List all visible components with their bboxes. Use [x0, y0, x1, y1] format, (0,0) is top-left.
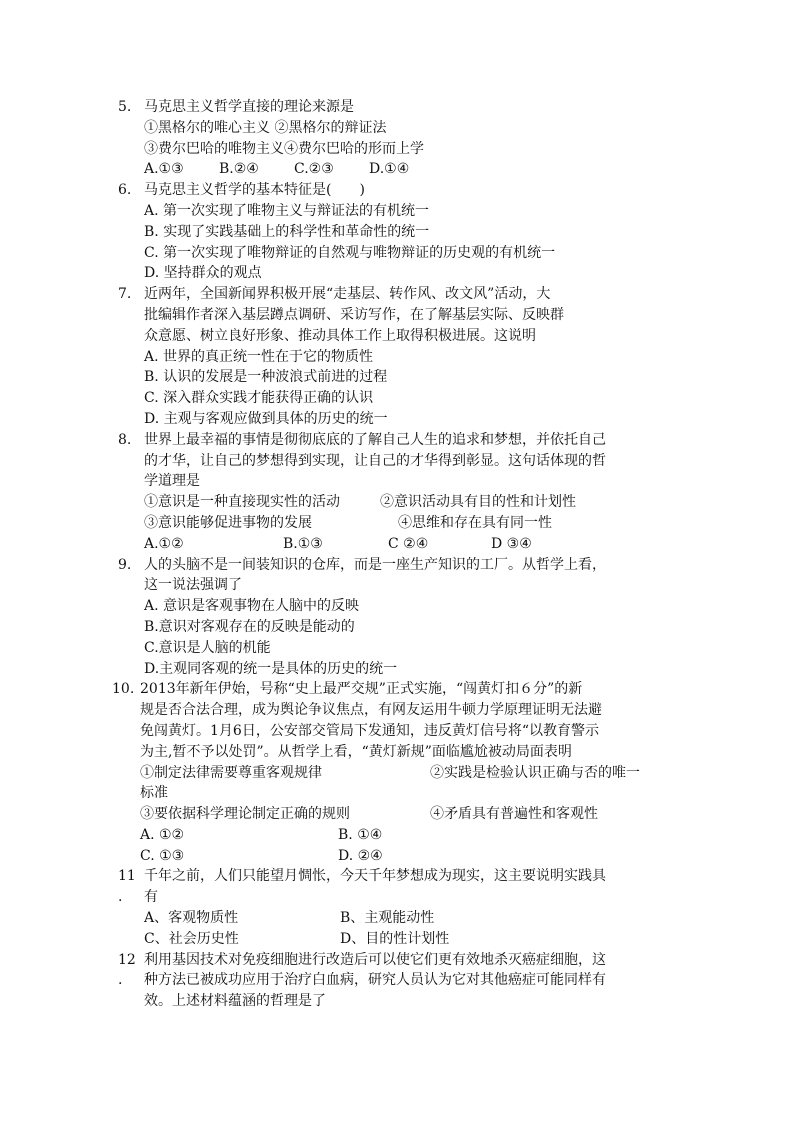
option-b[interactable]: B.②④ — [219, 161, 259, 178]
answer-options — [144, 159, 678, 180]
statement-4: ④矛盾具有普遍性和客观性 — [430, 806, 598, 823]
option-c[interactable]: C. ①③ — [140, 847, 185, 864]
question-stem: 效。上述材料蕴涵的哲理是了 — [144, 993, 326, 1010]
question-stem: 这一说法强调了 — [144, 577, 242, 594]
question-number — [118, 866, 136, 908]
question-number-dot: . — [118, 972, 123, 989]
statement-1: ①意识是一种直接现实性的活动 — [144, 494, 340, 511]
question-number-digits: 11 — [118, 868, 136, 885]
question-9 — [118, 555, 678, 680]
question-stem: 众意愿、树立良好形象、推动具体工作上取得积极进展。这说明 — [144, 327, 536, 344]
option-d[interactable]: D. 坚持群众的观点 — [144, 265, 262, 282]
question-8 — [118, 430, 678, 555]
question-stem: 马克思主义哲学直接的理论来源是 — [144, 99, 354, 115]
option-b[interactable]: B. 实现了实践基础上的科学性和革命性的统一 — [144, 223, 430, 240]
statement-line: ③费尔巴哈的唯物主义④费尔巴哈的形而上学 — [144, 140, 424, 157]
question-number: 10. — [112, 681, 135, 698]
option-d[interactable]: D. ②④ — [338, 847, 383, 864]
option-d[interactable]: D. 主观与客观应做到具体的历史的统一 — [144, 410, 388, 427]
statement-continuation: 标准 — [140, 785, 168, 802]
option-b[interactable]: B.意识对客观存在的反映是能动的 — [144, 618, 355, 635]
question-stem: 利用基因技术对免疫细胞进行改造后可以使它们更有效地杀灭癌症细胞，这 — [144, 951, 606, 968]
option-b[interactable]: B. 认识的发展是一种波浪式前进的过程 — [144, 369, 388, 386]
question-12 — [118, 950, 678, 1012]
question-stem: 的才华，让自己的梦想得到实现，让自己的才华得到彰显。这句话体现的哲 — [144, 452, 606, 469]
statement-2: ②意识活动具有目的性和计划性 — [380, 494, 576, 511]
answer-options — [144, 534, 678, 555]
option-d[interactable]: D、目的性计划性 — [340, 930, 450, 947]
option-c[interactable]: C ②④ — [388, 535, 429, 552]
question-stem: 为主,暂不予以处罚”。从哲学上看，“黄灯新规”面临尴尬被动局面表明 — [140, 743, 572, 760]
option-c[interactable]: C、社会历史性 — [144, 930, 239, 947]
question-stem: 马克思主义哲学的基本特征是( ) — [144, 182, 365, 199]
option-a[interactable]: A. 意识是客观事物在人脑中的反映 — [144, 598, 360, 615]
question-stem: 人的头脑不是一间装知识的仓库，而是一座生产知识的工厂。从哲学上看， — [144, 556, 606, 573]
option-b[interactable]: B. ①④ — [338, 826, 383, 843]
option-a[interactable]: A.①③ — [144, 161, 184, 178]
statement-row — [144, 513, 678, 534]
question-number — [118, 950, 136, 992]
option-a[interactable]: A. 第一次实现了唯物主义与辩证法的有机统一 — [144, 202, 430, 219]
question-6 — [118, 180, 678, 284]
question-list — [112, 97, 678, 1012]
option-a[interactable]: A. 世界的真正统一性在于它的物质性 — [144, 348, 374, 365]
option-c[interactable]: C. 第一次实现了唯物辩证的自然观与唯物辩证的历史观的有机统一 — [144, 244, 556, 261]
question-number: 9. — [118, 556, 132, 573]
question-stem: 学道理是 — [144, 473, 200, 490]
question-stem: 有 — [144, 889, 158, 906]
statement-row — [140, 804, 678, 825]
option-d[interactable]: D.①④ — [369, 161, 410, 178]
question-number: 6. — [118, 182, 132, 199]
question-number-digits: 12 — [118, 951, 136, 968]
option-b[interactable]: B.①③ — [283, 535, 323, 552]
statement-line: ①黑格尔的唯心主义 ②黑格尔的辩证法 — [144, 119, 387, 136]
statement-3: ③要依据科学理论制定正确的规则 — [140, 806, 350, 823]
option-a[interactable]: A、客观物质性 — [144, 910, 239, 927]
answer-options — [140, 846, 678, 867]
question-stem: 种方法已被成功应用于治疗白血病，研究人员认为它对其他癌症可能同样有 — [144, 972, 606, 989]
answer-options — [140, 825, 678, 846]
statement-1: ①制定法律需要尊重客观规律 — [140, 764, 322, 781]
question-stem: 近两年，全国新闻界积极开展“走基层、转作风、改文风”活动，大 — [144, 286, 551, 303]
question-7 — [118, 284, 678, 430]
option-d[interactable]: D.主观同客观的统一是具体的历史的统一 — [144, 660, 398, 677]
option-c[interactable]: C.意识是人脑的机能 — [144, 639, 271, 656]
question-11 — [118, 866, 678, 949]
statement-4: ④思维和存在具有同一性 — [398, 514, 552, 531]
question-5 — [118, 97, 678, 180]
answer-options — [144, 929, 678, 950]
question-stem: 批编辑作者深入基层蹲点调研、采访写作，在了解基层实际、反映群 — [144, 306, 564, 323]
answer-options — [144, 908, 678, 929]
option-d[interactable]: D ③④ — [491, 535, 532, 552]
question-number-dot: . — [118, 889, 123, 906]
statement-row — [140, 763, 678, 784]
option-c[interactable]: C. 深入群众实践才能获得正确的认识 — [144, 390, 374, 407]
question-stem: 千年之前，人们只能望月惆怅，今天千年梦想成为现实，这主要说明实践具 — [144, 868, 606, 885]
question-number: 5. — [118, 99, 132, 115]
question-10 — [112, 679, 678, 866]
question-stem: 2013年新年伊始，号称“史上最严交规”正式实施，“闯黄灯扣６分”的新 — [140, 681, 583, 698]
statement-row — [144, 492, 678, 513]
question-stem: 规是否合法合理，成为舆论争议焦点，有网友运用牛顿力学原理证明无法避 — [140, 702, 602, 719]
question-stem: 世界上最幸福的事情是彻彻底底的了解自己人生的追求和梦想，并依托自己 — [144, 431, 606, 448]
question-number: 7. — [118, 286, 132, 303]
option-c[interactable]: C.②③ — [294, 161, 334, 178]
statement-2: ②实践是检验认识正确与否的唯一 — [430, 764, 640, 781]
statement-3: ③意识能够促进事物的发展 — [144, 514, 312, 531]
option-a[interactable]: A.①② — [144, 535, 184, 552]
option-b[interactable]: B、主观能动性 — [340, 910, 435, 927]
option-a[interactable]: A. ①② — [140, 826, 185, 843]
question-stem: 免闯黄灯。1月6日，公安部交管局下发通知，违反黄灯信号将“以教育警示 — [140, 722, 599, 739]
question-number: 8. — [118, 431, 132, 448]
